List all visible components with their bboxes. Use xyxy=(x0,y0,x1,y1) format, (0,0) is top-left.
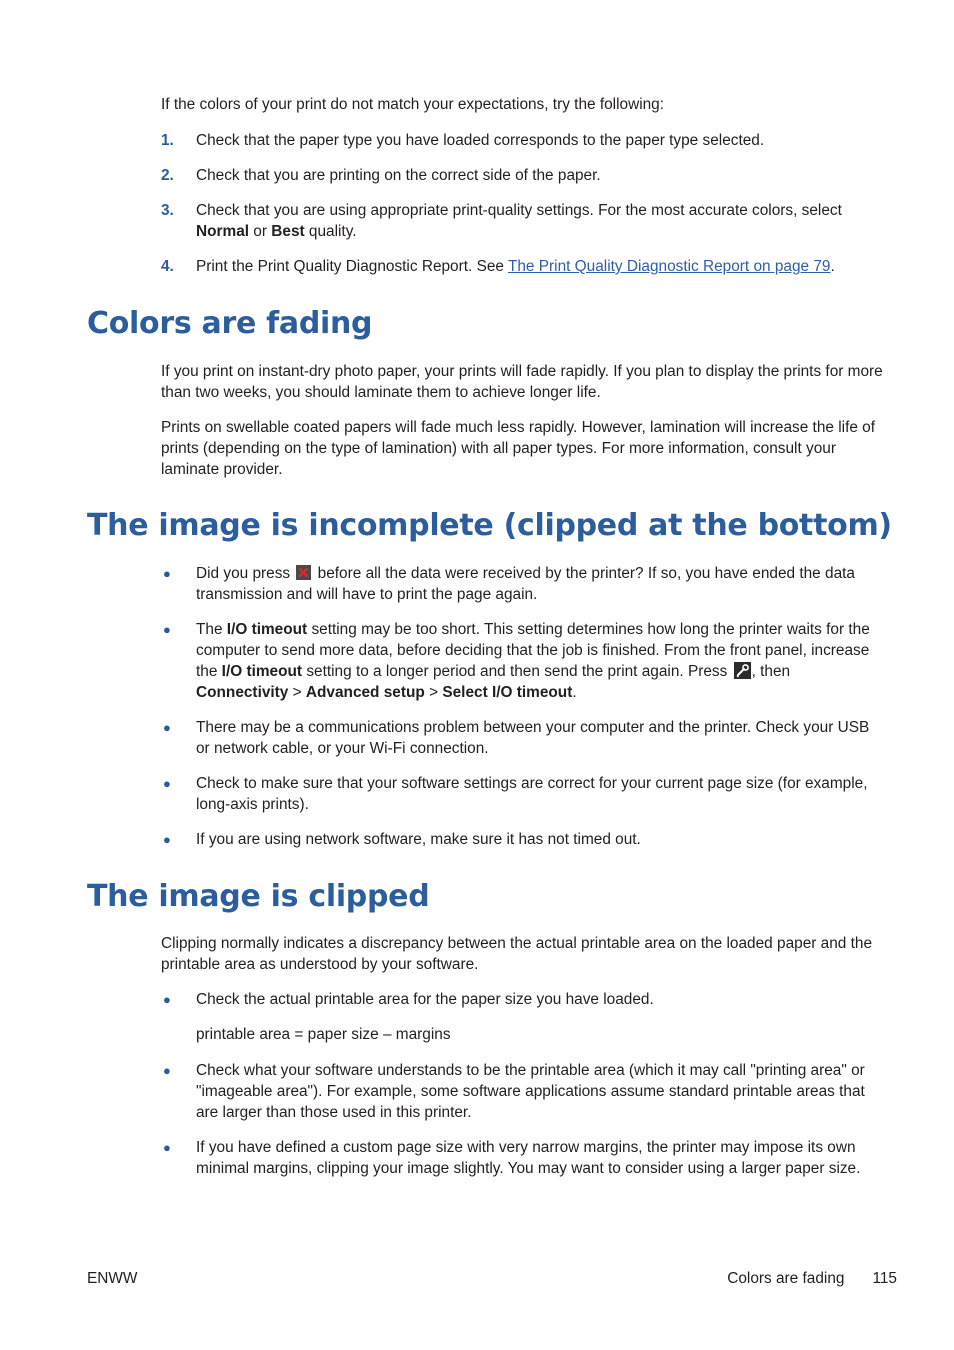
bullet-marker: ● xyxy=(163,1140,171,1155)
heading-image-incomplete: The image is incomplete (clipped at the bottom) xyxy=(87,508,892,543)
quality-best: Best xyxy=(271,223,305,240)
bullet-marker: ● xyxy=(163,720,171,735)
footer-page-number: 115 xyxy=(872,1270,897,1287)
bullet-text-part: . xyxy=(572,684,577,701)
bullet-marker: ● xyxy=(163,776,171,791)
heading-colors-fading: Colors are fading xyxy=(87,306,373,341)
incomplete-bullet-5 xyxy=(161,829,886,850)
menu-separator: > xyxy=(288,684,306,701)
bullet-text: Check the actual printable area for the paper size you have loaded. xyxy=(196,991,654,1008)
clipped-bullet-3 xyxy=(161,1137,886,1179)
bullet-text: If you have defined a custom page size with very narrow margins, the printer may impose its own minimal margins, clipping your image slightly. You may want to consider using a larger paper size. xyxy=(196,1139,861,1177)
bullet-text xyxy=(196,563,886,605)
bullet-text-part: The xyxy=(196,621,227,638)
bullet-text: If you are using network software, make sure it has not timed out. xyxy=(196,831,641,848)
menu-select-io-timeout: Select I/O timeout xyxy=(442,684,573,701)
incomplete-bullet-2 xyxy=(161,619,886,703)
step-text-part: Print the Print Quality Diagnostic Report. See xyxy=(196,258,508,275)
footer-section-title: Colors are fading xyxy=(727,1270,845,1287)
bullet-text: Check what your software understands to be the printable area (which it may call "printing area" or "imageable area"). For example, some software applications assume standard printable areas that are larger than those used in this printer. xyxy=(196,1062,865,1121)
step-3 xyxy=(161,200,886,242)
step-text: Check that the paper type you have loaded corresponds to the paper type selected. xyxy=(196,132,765,149)
step-text-part: or xyxy=(249,223,272,240)
clipped-paragraph: Clipping normally indicates a discrepancy between the actual printable area on the loaded paper and the printable area as understood by your software. xyxy=(161,935,872,973)
bullet-marker: ● xyxy=(163,1063,171,1078)
printable-area-formula: printable area = paper size – margins xyxy=(196,1026,451,1043)
step-4 xyxy=(161,256,886,277)
io-timeout-label: I/O timeout xyxy=(226,621,308,638)
bullet-text xyxy=(196,619,886,703)
heading-image-clipped: The image is clipped xyxy=(87,879,430,914)
fading-paragraph-1: If you print on instant-dry photo paper, your prints will fade rapidly. If you plan to display the prints for more than two weeks, you should laminate them to achieve longer life. xyxy=(161,363,883,401)
step-text: Check that you are printing on the correct side of the paper. xyxy=(196,167,601,184)
io-timeout-label: I/O timeout xyxy=(221,663,303,680)
bullet-text: There may be a communications problem between your computer and the printer. Check your USB or network cable, or your Wi-Fi connection. xyxy=(196,719,870,757)
clipped-bullet-2 xyxy=(161,1060,886,1123)
incomplete-bullet-3 xyxy=(161,717,886,759)
step-number: 2. xyxy=(161,167,174,184)
menu-connectivity: Connectivity xyxy=(196,684,289,701)
bullet-text-part: before all the data were received by the printer? If so, you have ended the data transmission and will have to print the page again. xyxy=(196,565,855,603)
bullet-text-part: setting may be too short. This setting determines how long the printer waits for the computer to send more data, before deciding that the job is finished. From the front panel, increase the xyxy=(196,621,870,680)
step-text xyxy=(196,256,886,277)
intro-paragraph: If the colors of your print do not match your expectations, try the following: xyxy=(161,96,665,113)
cancel-icon xyxy=(296,565,311,580)
step-number: 3. xyxy=(161,202,174,219)
step-number: 4. xyxy=(161,258,174,275)
bullet-text-part: , then xyxy=(751,663,791,680)
step-2 xyxy=(161,165,886,186)
bullet-marker: ● xyxy=(163,832,171,847)
bullet-text-part: setting to a longer period and then send the print again. Press xyxy=(302,663,732,680)
bullet-marker: ● xyxy=(163,992,171,1007)
footer-brand: ENWW xyxy=(87,1270,138,1287)
footer-page-info xyxy=(727,1268,897,1289)
bullet-marker: ● xyxy=(163,566,171,581)
bullet-marker: ● xyxy=(163,622,171,637)
quality-normal: Normal xyxy=(196,223,250,240)
menu-separator: > xyxy=(424,684,443,701)
clipped-bullet-1 xyxy=(161,989,886,1010)
step-text-part: . xyxy=(830,258,835,275)
step-text-part: quality. xyxy=(304,223,357,240)
incomplete-bullet-1 xyxy=(161,563,886,605)
wrench-icon xyxy=(734,662,751,679)
bullet-text-part: Did you press xyxy=(196,565,295,582)
step-text xyxy=(196,200,886,242)
fading-paragraph-2: Prints on swellable coated papers will fade much less rapidly. However, lamination will increase the life of prints (depending on the type of lamination) with all paper types. For more information, consult your laminate provider. xyxy=(161,419,876,478)
step-1 xyxy=(161,130,886,151)
incomplete-bullet-4 xyxy=(161,773,886,815)
diagnostic-report-link[interactable]: The Print Quality Diagnostic Report on page 79 xyxy=(507,258,831,275)
menu-advanced-setup: Advanced setup xyxy=(305,684,425,701)
step-text-part: Check that you are using appropriate print-quality settings. For the most accurate colors, select xyxy=(196,202,842,219)
step-number: 1. xyxy=(161,132,174,149)
bullet-text: Check to make sure that your software settings are correct for your current page size (for example, long-axis prints). xyxy=(196,775,868,813)
